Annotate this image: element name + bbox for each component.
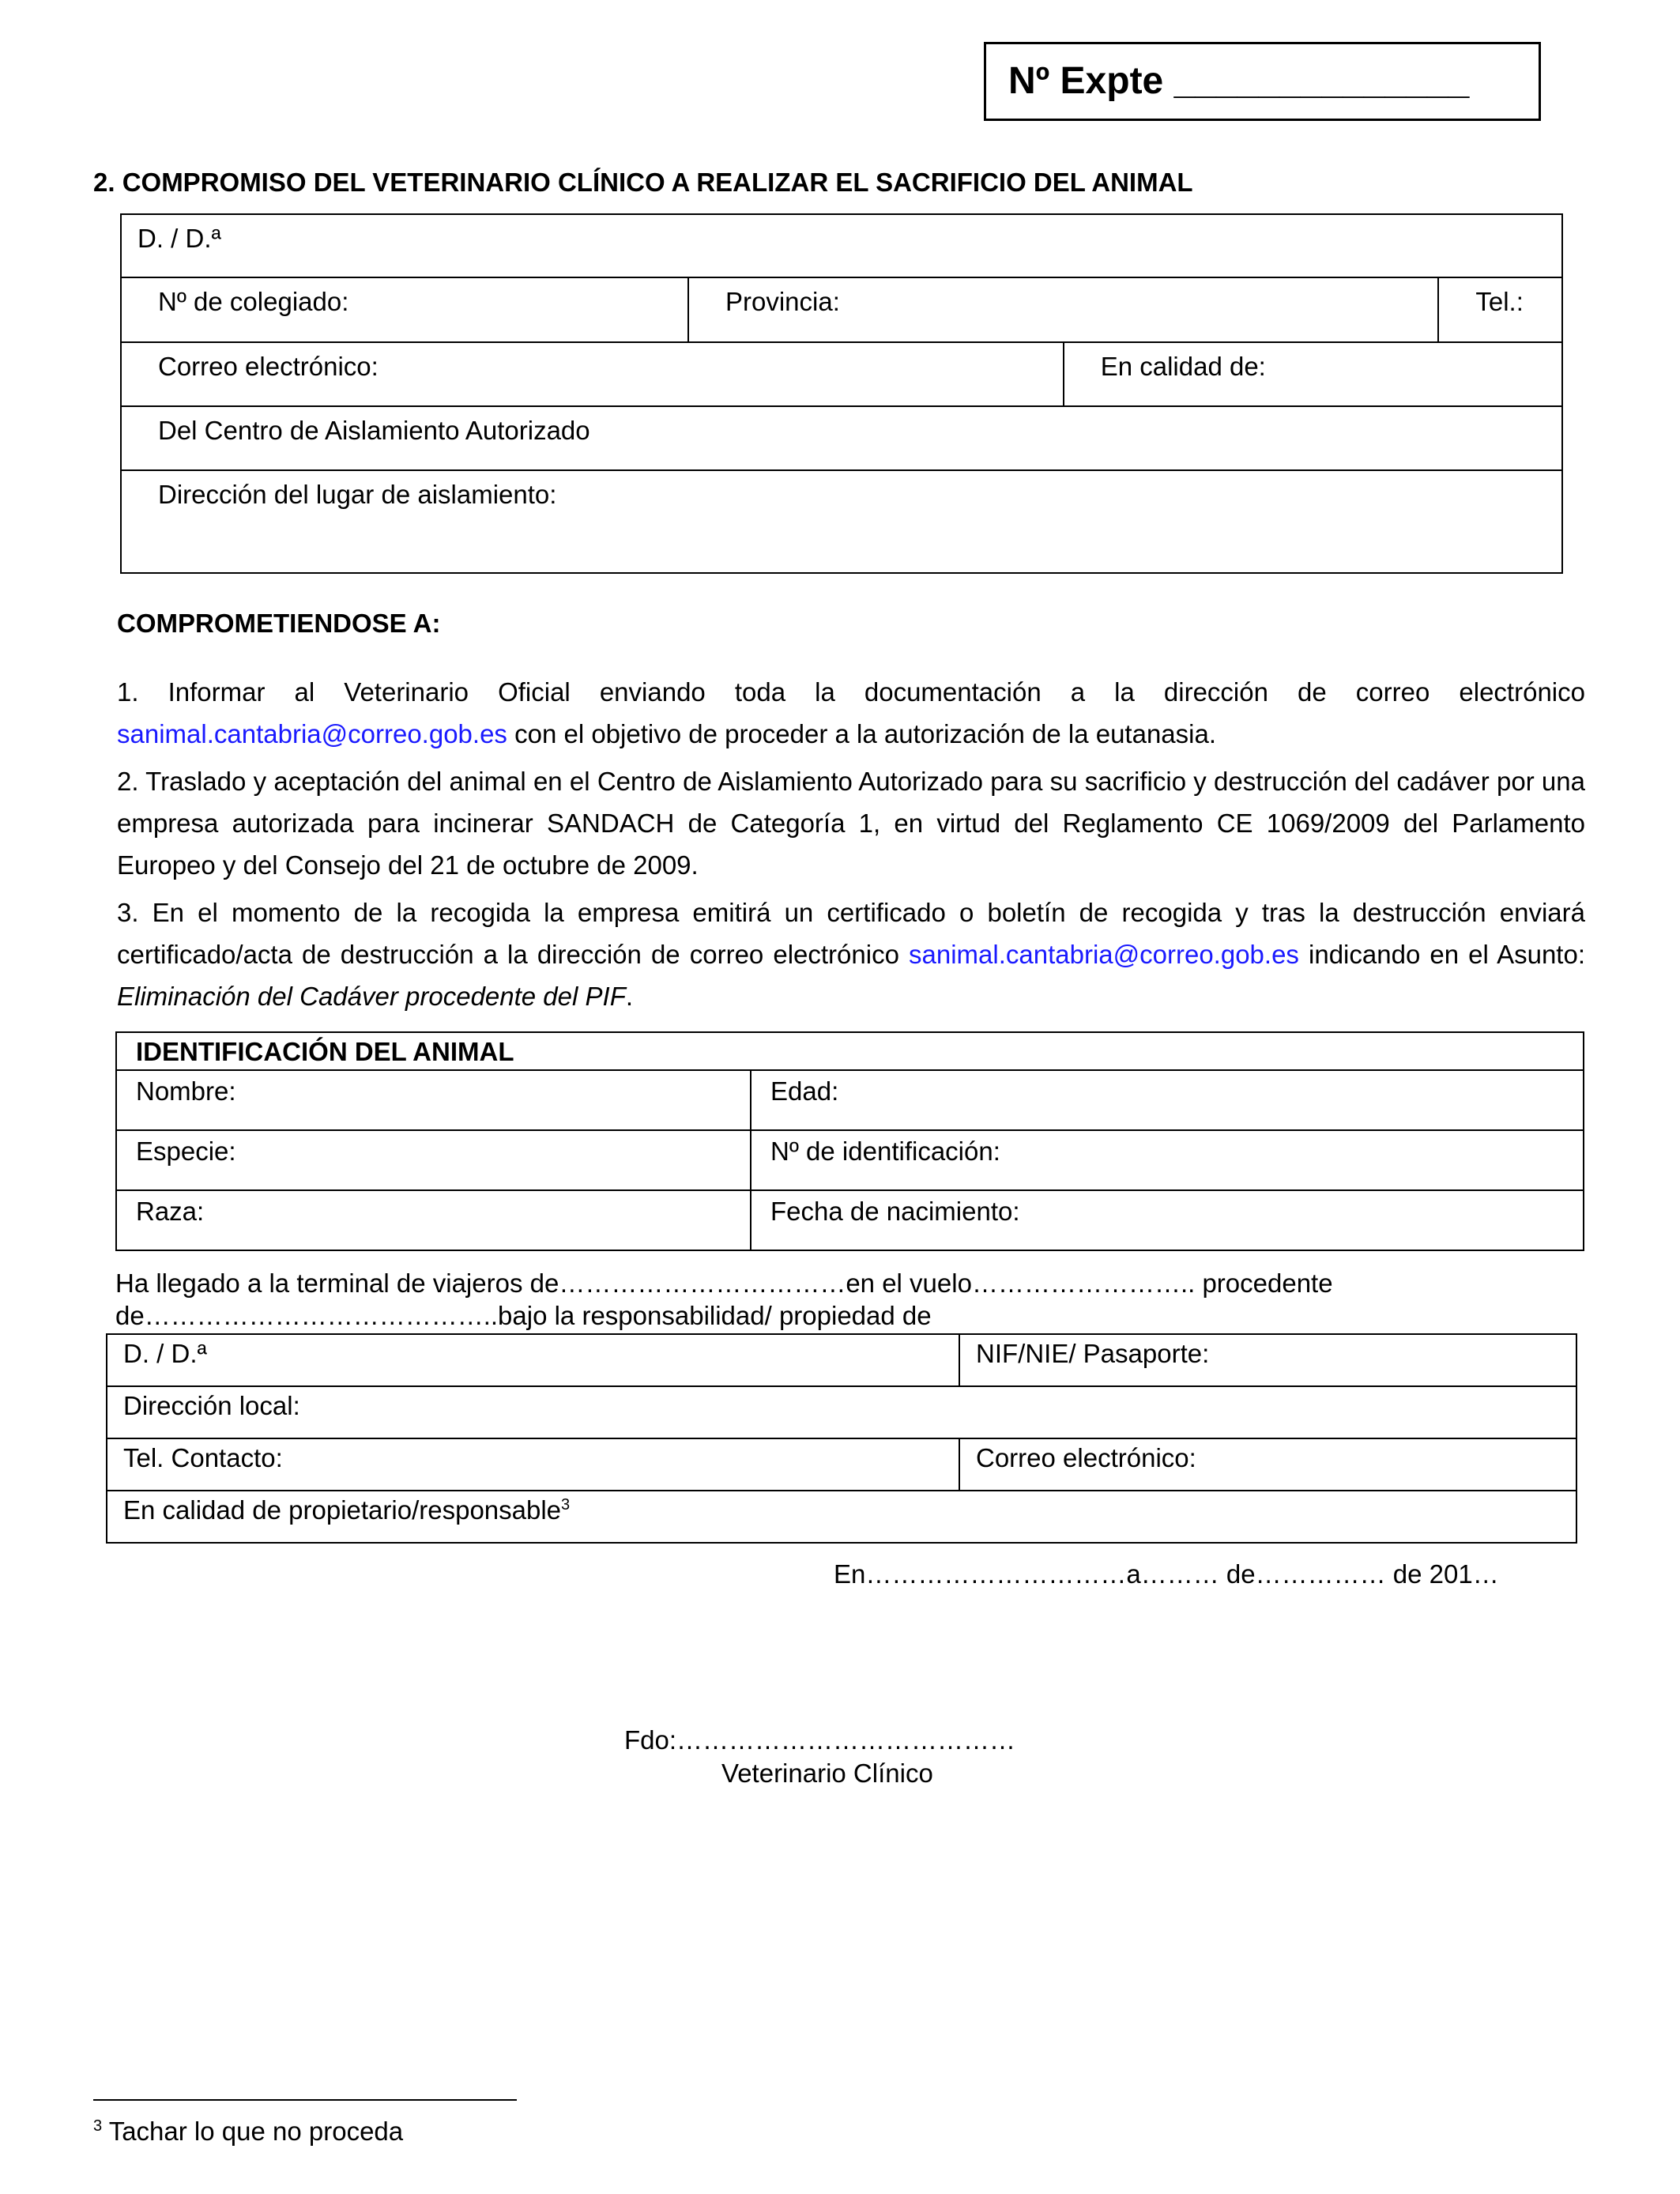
animal-especie-label: Especie: (136, 1137, 236, 1166)
vet-centro-field[interactable] (121, 406, 1562, 470)
animal-especie-field[interactable] (116, 1130, 751, 1190)
vet-colegiado-field[interactable] (121, 277, 688, 342)
footnote-separator (93, 2099, 517, 2101)
vet-direccion-label: Dirección del lugar de aislamiento: (158, 480, 557, 509)
vet-direccion-field[interactable] (121, 470, 1562, 573)
owner-direccion-field[interactable] (107, 1386, 1576, 1438)
animal-raza-label: Raza: (136, 1197, 205, 1226)
section-title: 2. COMPROMISO DEL VETERINARIO CLÍNICO A REALIZAR EL SACRIFICIO DEL ANIMAL (93, 168, 1193, 197)
vet-email-field[interactable] (121, 342, 1064, 406)
footnote-text: Tachar lo que no proceda (108, 2117, 404, 2146)
owner-tel-field[interactable] (107, 1438, 959, 1491)
vet-calidad-field[interactable] (1064, 342, 1562, 406)
animal-id-label: Nº de identificación: (770, 1137, 1000, 1166)
footnote-mark: 3 (93, 2117, 103, 2135)
owner-direccion-label: Dirección local: (123, 1391, 300, 1420)
vet-name-field[interactable] (121, 214, 1562, 277)
email-link[interactable]: sanimal.cantabria@correo.gob.es (909, 940, 1299, 969)
expediente-number-box: Nº Expte ______________ (984, 42, 1541, 121)
owner-nif-label: NIF/NIE/ Pasaporte: (976, 1339, 1210, 1368)
vet-calidad-label: En calidad de: (1100, 352, 1266, 381)
animal-edad-label: Edad: (770, 1076, 839, 1106)
commitments-title: COMPROMETIENDOSE A: (117, 609, 441, 638)
owner-email-label: Correo electrónico: (976, 1443, 1196, 1472)
arrival-line-2: de…………………………………..bajo la responsabilidad/ propiedad de (115, 1301, 932, 1330)
signature-role: Veterinario Clínico (721, 1759, 933, 1788)
commitment-item-1 (117, 671, 1585, 755)
vet-email-label: Correo electrónico: (158, 352, 379, 381)
animal-section-title: IDENTIFICACIÓN DEL ANIMAL (116, 1032, 1584, 1070)
animal-nacimiento-label: Fecha de nacimiento: (770, 1197, 1020, 1226)
email-link[interactable]: sanimal.cantabria@correo.gob.es (117, 719, 507, 748)
vet-provincia-label: Provincia: (725, 287, 840, 316)
owner-tel-label: Tel. Contacto: (123, 1443, 283, 1472)
vet-tel-field[interactable] (1438, 277, 1562, 342)
commitment-3-text: 3. En el momento de la recogida la empresa emitirá un certificado o boletín de recogida y tras la destrucción enviará certificado/acta de destrucción a la dirección de correo electrónico (117, 898, 1585, 969)
footnote (93, 2117, 403, 2147)
commitment-3-end: . (625, 982, 634, 1011)
commitment-item-2 (117, 760, 1585, 886)
arrival-statement (115, 1267, 1333, 1332)
vet-colegiado-label: Nº de colegiado: (158, 287, 349, 316)
commitment-item-3 (117, 892, 1585, 1017)
vet-centro-label: Del Centro de Aislamiento Autorizado (158, 416, 590, 445)
owner-name-label: D. / D.ª (123, 1339, 207, 1368)
owner-email-field[interactable] (959, 1438, 1576, 1491)
animal-raza-field[interactable] (116, 1190, 751, 1250)
footnote-ref: 3 (561, 1496, 571, 1514)
animal-nombre-label: Nombre: (136, 1076, 236, 1106)
animal-identification-form (115, 1031, 1584, 1251)
veterinarian-form (120, 213, 1563, 574)
animal-edad-field[interactable] (751, 1070, 1584, 1130)
animal-nacimiento-field[interactable] (751, 1190, 1584, 1250)
commitment-2-text: 2. Traslado y aceptación del animal en el Centro de Aislamiento Autorizado para su sacrificio y destrucción del cadáver por una empresa autorizada para incinerar SANDACH de Categoría 1, en virtud del Reglamento CE 1069/2009 del Parlamento Europeo y del Consejo del 21 de octubre de 2009. (117, 767, 1585, 880)
owner-name-field[interactable] (107, 1334, 959, 1386)
date-line: En…………………………a……… de…………… de 201… (834, 1559, 1499, 1589)
commitment-1-text-end: con el objetivo de proceder a la autorización de la eutanasia. (507, 719, 1217, 748)
owner-form (106, 1333, 1577, 1544)
commitment-1-text: 1. Informar al Veterinario Oficial enviando toda la documentación a la dirección de correo electrónico (117, 677, 1585, 707)
commitment-3-subject: Eliminación del Cadáver procedente del PIF (117, 982, 626, 1011)
signature-line: Fdo:………………………………… (624, 1725, 1016, 1755)
animal-id-field[interactable] (751, 1130, 1584, 1190)
owner-nif-field[interactable] (959, 1334, 1576, 1386)
vet-provincia-field[interactable] (688, 277, 1438, 342)
animal-nombre-field[interactable] (116, 1070, 751, 1130)
vet-tel-label: Tel.: (1475, 287, 1524, 316)
arrival-line-1: Ha llegado a la terminal de viajeros de……………………………en el vuelo…………………….. procedente (115, 1269, 1333, 1298)
owner-calidad-field[interactable] (107, 1491, 1576, 1543)
vet-name-label: D. / D.ª (137, 224, 221, 253)
commitment-3-text-mid: indicando en el Asunto: (1298, 940, 1585, 969)
owner-calidad-label: En calidad de propietario/responsable (123, 1495, 562, 1525)
